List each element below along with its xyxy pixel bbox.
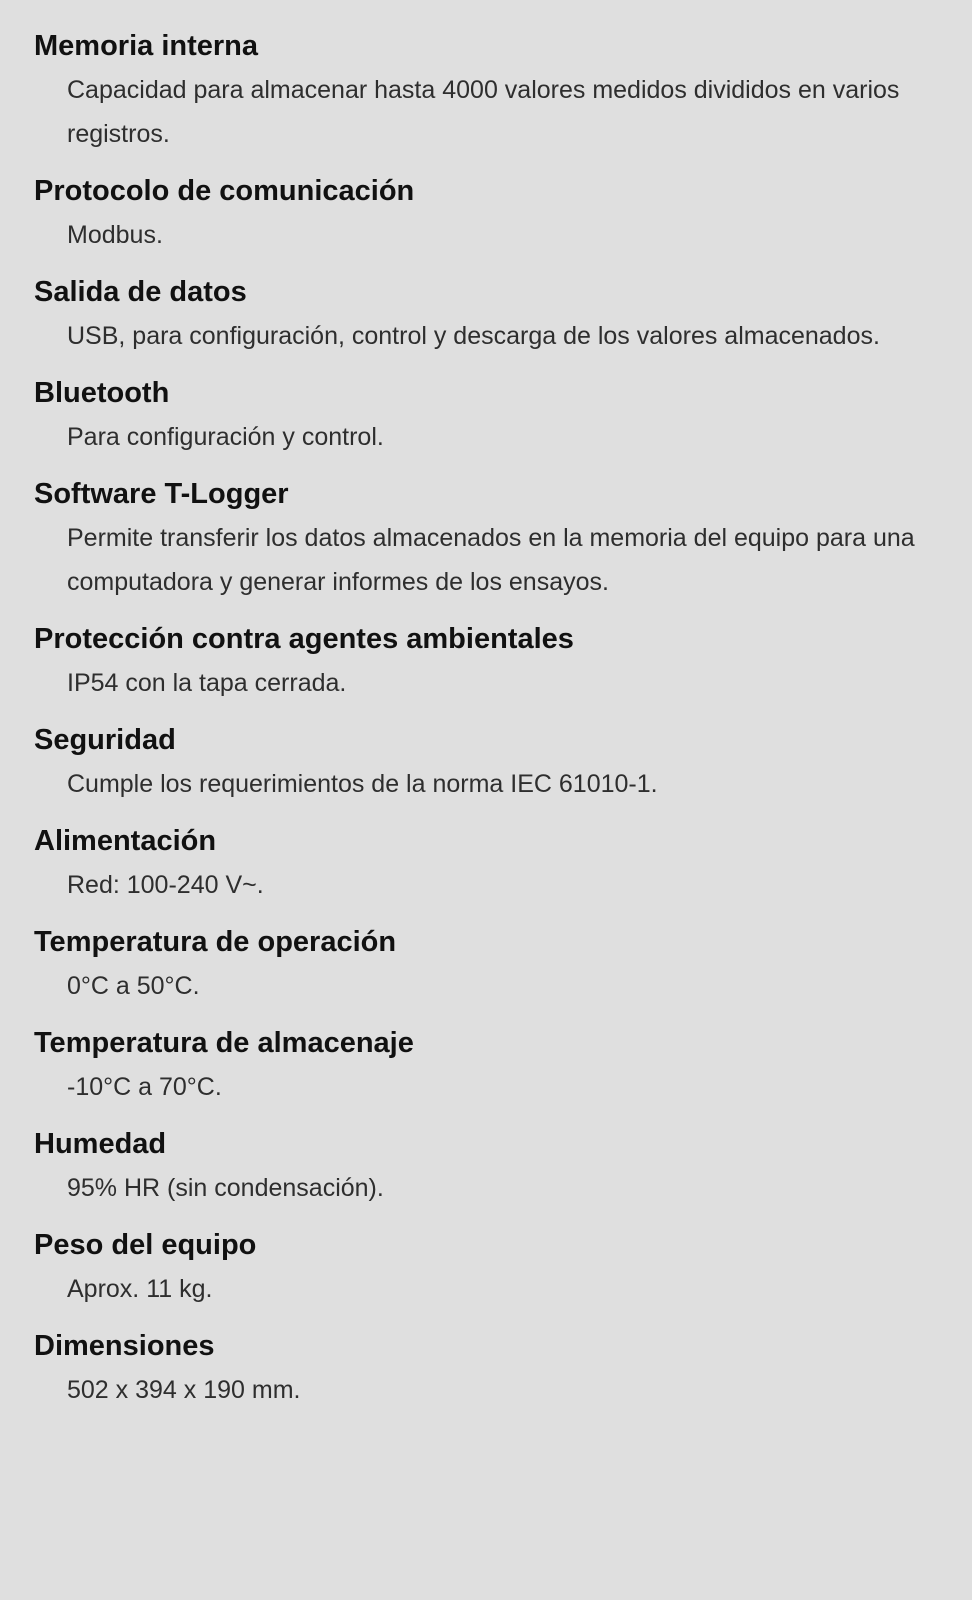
spec-item-memoria-interna [34, 28, 932, 156]
spec-term: Seguridad [34, 724, 176, 756]
spec-term: Protocolo de comunicación [34, 175, 415, 207]
spec-item-proteccion [34, 621, 932, 705]
spec-item-dimensiones [34, 1328, 932, 1412]
spec-item-protocolo [34, 173, 932, 257]
spec-desc: Cumple los requerimientos de la norma IEC 61010-1. [67, 770, 658, 798]
spec-desc: Aprox. 11 kg. [67, 1275, 213, 1303]
spec-item-salida-datos [34, 274, 932, 358]
spec-desc: Capacidad para almacenar hasta 4000 valores medidos divididos en varios registros. [67, 76, 900, 148]
spec-desc: Permite transferir los datos almacenados en la memoria del equipo para una computadora y generar informes de los ensayos. [67, 524, 915, 596]
spec-term: Salida de datos [34, 276, 247, 308]
spec-desc: Modbus. [67, 221, 163, 249]
spec-item-humedad [34, 1126, 932, 1210]
spec-term: Bluetooth [34, 377, 170, 409]
spec-item-temp-almacenaje [34, 1025, 932, 1109]
spec-term: Memoria interna [34, 30, 258, 62]
spec-desc: 502 x 394 x 190 mm. [67, 1376, 301, 1404]
spec-desc: 0°C a 50°C. [67, 972, 200, 1000]
spec-desc: Para configuración y control. [67, 423, 384, 451]
spec-item-seguridad [34, 722, 932, 806]
spec-term: Dimensiones [34, 1330, 215, 1362]
spec-item-temp-operacion [34, 924, 932, 1008]
spec-item-alimentacion [34, 823, 932, 907]
spec-item-peso [34, 1227, 932, 1311]
spec-term: Alimentación [34, 825, 217, 857]
spec-term: Software T-Logger [34, 478, 289, 510]
spec-desc: IP54 con la tapa cerrada. [67, 669, 347, 697]
spec-desc: USB, para configuración, control y descarga de los valores almacenados. [67, 322, 880, 350]
spec-item-bluetooth [34, 375, 932, 459]
spec-desc: 95% HR (sin condensación). [67, 1174, 384, 1202]
spec-desc: -10°C a 70°C. [67, 1073, 222, 1101]
spec-term: Temperatura de operación [34, 926, 397, 958]
spec-term: Temperatura de almacenaje [34, 1027, 414, 1059]
spec-desc: Red: 100-240 V~. [67, 871, 264, 899]
spec-term: Peso del equipo [34, 1229, 257, 1261]
spec-term: Protección contra agentes ambientales [34, 623, 574, 655]
spec-item-software [34, 476, 932, 604]
spec-term: Humedad [34, 1128, 167, 1160]
